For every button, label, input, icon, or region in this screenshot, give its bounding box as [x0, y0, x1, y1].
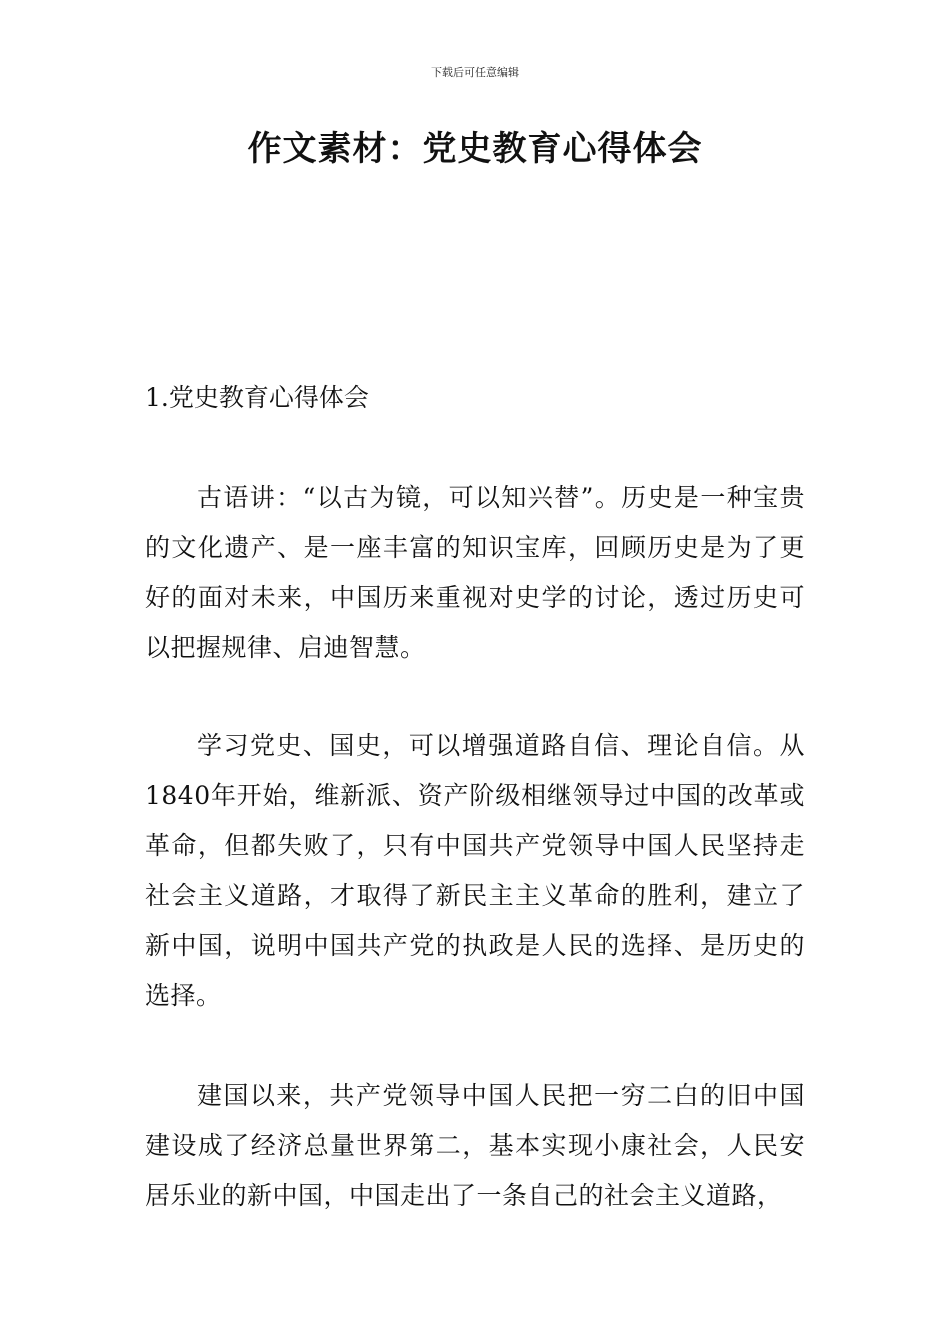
body-paragraph-1: 古语讲：“以古为镜，可以知兴替”。历史是一种宝贵的文化遗产、是一座丰富的知识宝库，回顾历史是为了更好的面对未来，中国历来重视对史学的讨论，透过历史可以把握规律、启迪智慧。 [145, 483, 805, 662]
header-note: 下载后可任意编辑 [431, 66, 519, 79]
body-paragraph-2: 学习党史、国史，可以增强道路自信、理论自信。从1840年开始，维新派、资产阶级相继领导过中国的改革或革命，但都失败了，只有中国共产党领导中国人民坚持走社会主义道路，才取得了新民主主义革命的胜利，建立了新中国，说明中国共产党的执政是人民的选择、是历史的选择。 [145, 731, 805, 1010]
section-heading: 1.党史教育心得体会 [145, 383, 369, 412]
document-title: 作文素材：党史教育心得体会 [247, 129, 703, 169]
body-paragraph-3: 建国以来，共产党领导中国人民把一穷二白的旧中国建设成了经济总量世界第二，基本实现小康社会，人民安居乐业的新中国，中国走出了一条自己的社会主义道路， [145, 1081, 805, 1210]
